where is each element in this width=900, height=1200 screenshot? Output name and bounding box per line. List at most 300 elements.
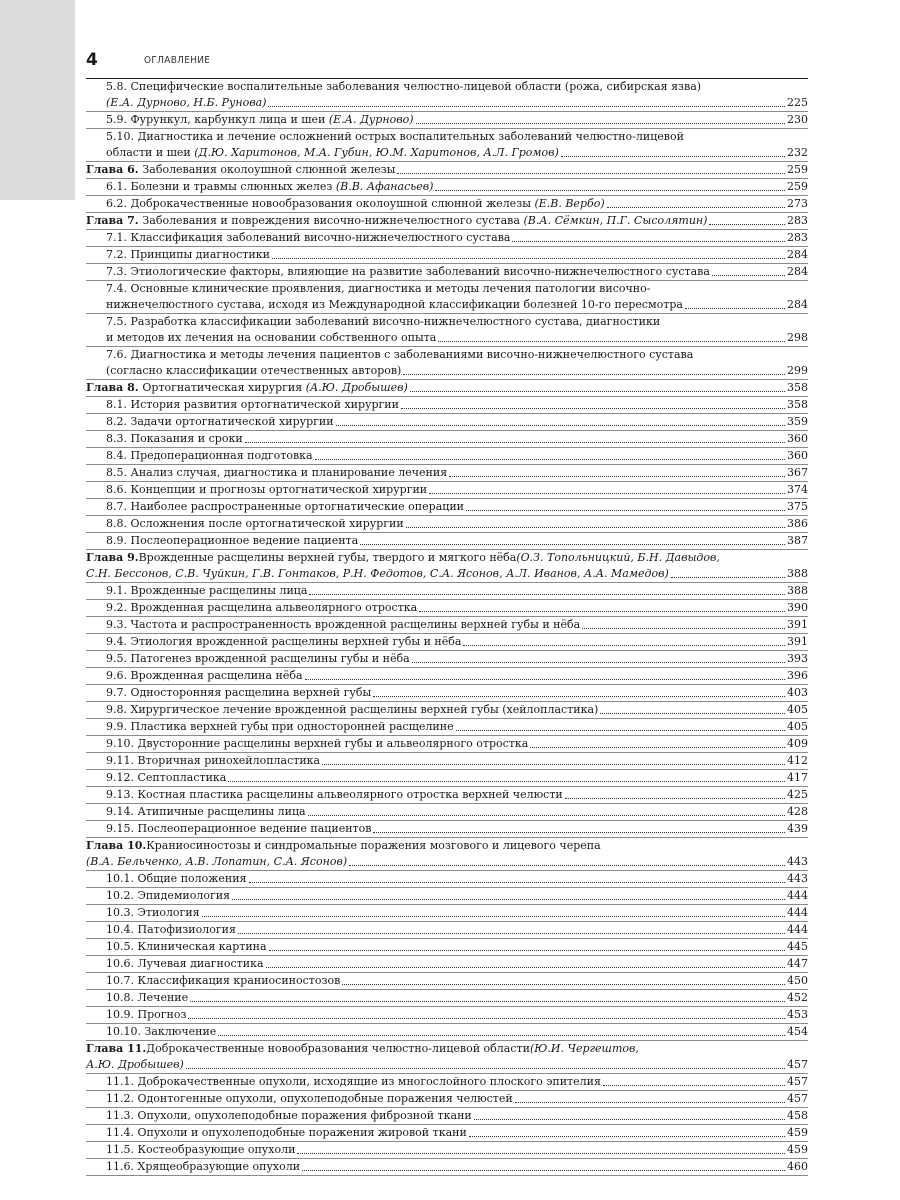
toc-line [86, 1108, 808, 1124]
toc-title-part: 11.5. Костеобразующие опухоли [106, 1143, 296, 1156]
dot-leader [342, 983, 785, 985]
dot-leader [419, 610, 785, 612]
toc-title-part: 8.6. Концепции и прогнозы ортогнатической хирургии [106, 483, 428, 496]
toc-section-entry[interactable] [86, 990, 808, 1007]
toc-title-part: 6.2. Доброкачественные новообразования околоушной слюнной железы [106, 197, 535, 210]
toc-title-text [106, 736, 528, 752]
toc-title-text [106, 112, 414, 128]
dot-leader [582, 627, 785, 629]
dot-leader [373, 695, 785, 697]
toc-section-entry[interactable] [86, 112, 808, 129]
dot-leader [218, 1034, 785, 1036]
dot-leader [671, 576, 785, 578]
toc-line [86, 431, 808, 447]
toc-title-part: 9.10. Двусторонние расщелины верхней губы и альвеолярного отростка [106, 737, 529, 750]
toc-section-entry[interactable] [86, 753, 808, 770]
dot-leader [373, 831, 785, 833]
dot-leader [232, 898, 785, 900]
toc-page-number: 443 [787, 872, 808, 885]
toc-title-part: 6.1. Болезни и травмы слюнных желез [106, 180, 336, 193]
toc-title-text: Краниосиностозы и синдромальные поражения мозгового и лицевого черепа [146, 839, 601, 852]
toc-section-entry[interactable] [86, 922, 808, 939]
dot-leader [429, 492, 785, 494]
toc-page-number: 425 [787, 788, 808, 801]
toc-page-number: 283 [787, 231, 808, 244]
toc-line [86, 448, 808, 464]
toc-title-text [106, 770, 226, 786]
toc-section-entry[interactable] [86, 821, 808, 838]
toc-title-text [106, 1024, 216, 1040]
dot-leader [186, 1067, 785, 1069]
dot-leader [607, 206, 785, 208]
toc-authors-text: (В.А. Бельченко, А.В. Лопатин, С.А. Ясонов) [86, 855, 348, 868]
toc-section-entry[interactable] [86, 281, 808, 314]
toc-page-number: 396 [787, 669, 808, 682]
toc-chapter-entry[interactable] [86, 838, 808, 871]
toc-line [86, 1057, 808, 1073]
toc-page-number: 358 [787, 398, 808, 411]
toc-title-text [106, 196, 605, 212]
toc-title-text: 7.5. Разработка классификации заболеваний височно-нижнечелюстного сустава, диагностики [106, 315, 661, 328]
toc-section-entry[interactable] [86, 905, 808, 922]
toc-line [86, 753, 808, 769]
toc-title-text [106, 1108, 472, 1124]
dot-leader [245, 441, 785, 443]
chapter-label: Глава 7. [86, 214, 143, 227]
toc-page-number: 298 [787, 331, 808, 344]
dot-leader [410, 390, 785, 392]
toc-page-number: 405 [787, 703, 808, 716]
toc-title-part: 11.4. Опухоли и опухолеподобные поражения жировой ткани [106, 1126, 467, 1139]
toc-title-part: 10.3. Этиология [106, 906, 200, 919]
toc-title-part: и методов их лечения на основании собственного опыта [106, 331, 437, 344]
toc-page-number: 405 [787, 720, 808, 733]
toc-page-number: 284 [787, 248, 808, 261]
toc-page-number: 284 [787, 265, 808, 278]
toc-page-number: 457 [787, 1058, 808, 1071]
toc-title-text [106, 821, 371, 837]
toc-line [86, 95, 808, 111]
toc-page-number: 459 [787, 1126, 808, 1139]
toc-line [86, 247, 808, 263]
dot-leader [709, 223, 785, 225]
toc-line [86, 465, 808, 481]
dot-leader [302, 1169, 785, 1171]
dot-leader [456, 729, 785, 731]
dot-leader [188, 1017, 785, 1019]
toc-title-text [106, 431, 243, 447]
toc-title-text [106, 634, 461, 650]
toc-line [86, 939, 808, 955]
toc-section-entry[interactable] [86, 129, 808, 162]
toc-title-text [106, 600, 417, 616]
toc-section-entry[interactable] [86, 668, 808, 685]
toc-title-text: Врожденные расщелины верхней губы, твердого и мягкого нёба [138, 551, 517, 564]
toc-page-number: 393 [787, 652, 808, 665]
toc-authors-text: А.Ю. Дробышев) [86, 1058, 184, 1071]
toc-line [86, 888, 808, 904]
toc-line [86, 838, 808, 854]
toc-section-entry[interactable] [86, 465, 808, 482]
toc-title-text [106, 956, 264, 972]
toc-title-text [106, 1159, 300, 1175]
toc-page-number: 273 [787, 197, 808, 210]
toc-section-entry[interactable] [86, 516, 808, 533]
toc-section-entry[interactable] [86, 939, 808, 956]
dot-leader [266, 966, 786, 968]
toc-line [86, 804, 808, 820]
toc-section-entry[interactable] [86, 583, 808, 600]
dot-leader [297, 1152, 785, 1154]
toc-title-text [106, 516, 404, 532]
toc-section-entry[interactable] [86, 871, 808, 888]
toc-page-number: 359 [787, 415, 808, 428]
toc-section-entry[interactable] [86, 314, 808, 347]
toc-title-part: 9.1. Врожденные расщелины лица [106, 584, 308, 597]
toc-page-number: 391 [787, 635, 808, 648]
toc-title-text [106, 482, 427, 498]
toc-title-text [106, 499, 464, 515]
toc-title-text: 7.4. Основные клинические проявления, диагностика и методы лечения патологии височно- [106, 282, 651, 295]
toc-page-number: 299 [787, 364, 808, 377]
toc-section-entry[interactable] [86, 787, 808, 804]
toc-section-entry[interactable] [86, 973, 808, 990]
toc-line [86, 414, 808, 430]
toc-title-part: 9.14. Атипичные расщелины лица [106, 805, 306, 818]
toc-page-number: 447 [787, 957, 808, 970]
toc-authors-text: (О.З. Топольницкий, Б.Н. Давыдов, [516, 551, 720, 564]
toc-title-part: 11.1. Доброкачественные опухоли, исходящие из многослойного плоского эпителия [106, 1075, 601, 1088]
toc-page-number: 444 [787, 923, 808, 936]
toc-line [86, 668, 808, 684]
dot-leader [308, 814, 785, 816]
toc-chapter-entry[interactable] [86, 550, 808, 583]
dot-leader [397, 172, 785, 174]
toc-line [86, 905, 808, 921]
toc-title-text [106, 1091, 513, 1107]
dot-leader [268, 105, 785, 107]
toc-line [86, 973, 808, 989]
dot-leader [249, 881, 786, 883]
toc-authors-text: (А.Ю. Дробышев) [305, 381, 408, 394]
toc-page-number: 259 [787, 163, 808, 176]
toc-title-text [106, 1074, 601, 1090]
toc-title-part: нижнечелюстного сустава, исходя из Международной классификации болезней 10-го пересмотра [106, 298, 683, 311]
page [86, 50, 808, 1176]
toc-section-entry[interactable] [86, 1108, 808, 1125]
toc-section-entry[interactable] [86, 196, 808, 213]
toc-section-entry[interactable] [86, 1091, 808, 1108]
chapter-label: Глава 11. [86, 1042, 147, 1055]
toc-title-text [106, 230, 510, 246]
toc-line [86, 516, 808, 532]
toc-title-text [106, 702, 598, 718]
toc-title-text [106, 397, 399, 413]
toc-title-text [106, 363, 401, 379]
toc-title-part: 10.9. Прогноз [106, 1008, 187, 1021]
dot-leader [360, 543, 785, 545]
table-of-contents [86, 78, 808, 1176]
toc-title-text [86, 1057, 184, 1073]
toc-section-entry[interactable] [86, 414, 808, 431]
toc-section-entry[interactable] [86, 264, 808, 281]
toc-line [86, 230, 808, 246]
dot-leader [228, 780, 785, 782]
toc-line [86, 854, 808, 870]
toc-section-entry[interactable] [86, 1125, 808, 1142]
toc-line [86, 770, 808, 786]
toc-authors-text: С.Н. Бессонов, С.В. Чуйкин, Г.В. Гонтаков, Р.Н. Федотов, С.А. Ясонов, А.Л. Иванов, А.А. Мамедов) [86, 567, 669, 580]
toc-title-text [106, 617, 580, 633]
toc-section-entry[interactable] [86, 179, 808, 196]
toc-authors-text: (Е.А. Дурново) [328, 113, 414, 126]
toc-section-entry[interactable] [86, 719, 808, 736]
toc-line [86, 499, 808, 515]
toc-page-number: 387 [787, 534, 808, 547]
chapter-label: Глава 6. [86, 163, 143, 176]
toc-line [86, 1125, 808, 1141]
toc-page-number: 409 [787, 737, 808, 750]
dot-leader [603, 1084, 785, 1086]
toc-section-entry[interactable] [86, 1024, 808, 1041]
toc-title-text [106, 685, 371, 701]
toc-title-part: 8.9. Послеоперационное ведение пациента [106, 534, 359, 547]
toc-line [86, 787, 808, 803]
toc-line [86, 1024, 808, 1040]
toc-page-number: 443 [787, 855, 808, 868]
toc-section-entry[interactable] [86, 804, 808, 821]
toc-title-part: области и шеи [106, 146, 195, 159]
toc-title-text [106, 297, 683, 313]
toc-page-number: 386 [787, 517, 808, 530]
dot-leader [512, 240, 785, 242]
dot-leader [322, 763, 785, 765]
toc-section-entry[interactable] [86, 499, 808, 516]
toc-title-text [106, 804, 306, 820]
toc-chapter-entry[interactable] [86, 380, 808, 397]
toc-line [86, 1041, 808, 1057]
toc-section-entry[interactable] [86, 482, 808, 499]
toc-line [86, 634, 808, 650]
toc-title-part: 9.3. Частота и распространенность врожденной расщелины верхней губы и нёба [106, 618, 581, 631]
toc-title-text [106, 753, 320, 769]
toc-title-part: 9.15. Послеоперационное ведение пациентов [106, 822, 372, 835]
dot-leader [336, 424, 785, 426]
page-header [86, 50, 808, 74]
toc-section-entry[interactable] [86, 247, 808, 264]
toc-page-number: 225 [787, 96, 808, 109]
toc-page-number: 390 [787, 601, 808, 614]
toc-title-part: 10.6. Лучевая диагностика [106, 957, 264, 970]
toc-page-number: 391 [787, 618, 808, 631]
toc-title-part: 8.2. Задачи ортогнатической хирургии [106, 415, 334, 428]
toc-title-part: (согласно классификации отечественных авторов) [106, 364, 402, 377]
toc-section-entry[interactable] [86, 956, 808, 973]
toc-page-number: 403 [787, 686, 808, 699]
toc-line [86, 617, 808, 633]
toc-section-entry[interactable] [86, 634, 808, 651]
toc-section-entry[interactable] [86, 448, 808, 465]
toc-title-part: 11.6. Хрящеобразующие опухоли [106, 1160, 301, 1173]
toc-line [86, 281, 808, 297]
toc-page-number: 374 [787, 483, 808, 496]
toc-title-text [106, 871, 247, 887]
dot-leader [469, 1135, 785, 1137]
toc-title-text [106, 414, 334, 430]
toc-section-entry[interactable] [86, 1159, 808, 1176]
toc-title-text [86, 162, 395, 178]
chapter-label: Глава 9. [86, 551, 139, 564]
toc-title-text [106, 888, 230, 904]
dot-leader [401, 407, 785, 409]
toc-title-part: 10.7. Классификация краниосиностозов [106, 974, 341, 987]
toc-line [86, 685, 808, 701]
toc-title-part: 10.1. Общие положения [106, 872, 247, 885]
page-number: 4 [86, 50, 98, 70]
toc-title-text [106, 465, 447, 481]
toc-title-part: 7.2. Принципы диагностики [106, 248, 270, 261]
toc-page-number: 452 [787, 991, 808, 1004]
toc-page-number: 360 [787, 449, 808, 462]
toc-section-entry[interactable] [86, 1142, 808, 1159]
toc-authors-text: (Ю.И. Чергештов, [529, 1042, 639, 1055]
toc-title-part: 10.2. Эпидемиология [106, 889, 231, 902]
toc-page-number: 412 [787, 754, 808, 767]
toc-section-entry[interactable] [86, 651, 808, 668]
toc-title-text [106, 787, 563, 803]
dot-leader [712, 274, 785, 276]
toc-line [86, 651, 808, 667]
toc-page-number: 457 [787, 1075, 808, 1088]
dot-leader [349, 864, 785, 866]
toc-line [86, 922, 808, 938]
toc-title-text [86, 213, 707, 229]
toc-line [86, 112, 808, 128]
toc-section-entry[interactable] [86, 397, 808, 414]
toc-title-part: 9.4. Этиология врожденной расщелины верхней губы и нёба [106, 635, 462, 648]
toc-line [86, 1074, 808, 1090]
toc-title-part: 9.8. Хирургическое лечение врожденной расщелины верхней губы (хейлопластика) [106, 703, 599, 716]
dot-leader [466, 509, 785, 511]
toc-line [86, 145, 808, 161]
toc-title-text [106, 1007, 186, 1023]
dot-leader [515, 1101, 785, 1103]
toc-line [86, 600, 808, 616]
toc-section-entry[interactable] [86, 736, 808, 753]
toc-title-part: Ортогнатическая хирургия [142, 381, 306, 394]
toc-line [86, 736, 808, 752]
dot-leader [305, 678, 785, 680]
toc-line [86, 1159, 808, 1175]
dot-leader [309, 593, 785, 595]
toc-authors-text: (Е.А. Дурново, Н.Б. Рунова) [106, 96, 267, 109]
toc-page-number: 283 [787, 214, 808, 227]
toc-title-text [106, 973, 340, 989]
toc-page-number: 454 [787, 1025, 808, 1038]
toc-section-entry[interactable] [86, 702, 808, 719]
page-edge-tab [0, 0, 75, 200]
toc-section-entry[interactable] [86, 685, 808, 702]
toc-title-text [106, 1142, 295, 1158]
dot-leader [269, 949, 785, 951]
toc-section-entry[interactable] [86, 1007, 808, 1024]
toc-page-number: 358 [787, 381, 808, 394]
dot-leader [403, 373, 785, 375]
toc-section-entry[interactable] [86, 533, 808, 550]
toc-title-part: 9.2. Врожденная расщелина альвеолярного отростка [106, 601, 418, 614]
toc-title-part: 8.8. Осложнения после ортогнатической хирургии [106, 517, 404, 530]
toc-section-entry[interactable] [86, 600, 808, 617]
toc-section-entry[interactable] [86, 888, 808, 905]
toc-authors-text: (В.В. Афанасьев) [335, 180, 434, 193]
toc-page-number: 388 [787, 584, 808, 597]
toc-line [86, 1091, 808, 1107]
toc-title-text [106, 668, 303, 684]
toc-line [86, 533, 808, 549]
dot-leader [202, 915, 785, 917]
toc-title-part: 9.13. Костная пластика расщелины альвеолярного отростка верхней челюсти [106, 788, 563, 801]
toc-page-number: 439 [787, 822, 808, 835]
toc-section-entry[interactable] [86, 431, 808, 448]
toc-section-entry[interactable] [86, 1074, 808, 1091]
toc-section-entry[interactable] [86, 617, 808, 634]
toc-line [86, 821, 808, 837]
toc-page-number: 457 [787, 1092, 808, 1105]
toc-title-text [106, 719, 454, 735]
toc-chapter-entry[interactable] [86, 1041, 808, 1074]
toc-title-text [86, 854, 347, 870]
toc-page-number: 453 [787, 1008, 808, 1021]
toc-title-text [106, 264, 710, 280]
toc-title-part: Заболевания околоушной слюнной железы [142, 163, 396, 176]
dot-leader [272, 257, 785, 259]
toc-line [86, 719, 808, 735]
toc-title-part: 8.1. История развития ортогнатической хирургии [106, 398, 399, 411]
toc-page-number: 445 [787, 940, 808, 953]
dot-leader [416, 122, 785, 124]
toc-line [86, 264, 808, 280]
dot-leader [565, 797, 785, 799]
toc-title-part: 5.9. Фурункул, карбункул лица и шеи [106, 113, 329, 126]
toc-title-part: 10.4. Патофизиология [106, 923, 236, 936]
toc-section-entry[interactable] [86, 347, 808, 380]
toc-page-number: 367 [787, 466, 808, 479]
toc-authors-text: (Е.В. Вербо) [534, 197, 605, 210]
toc-title-part: 11.2. Одонтогенные опухоли, опухолеподобные поражения челюстей [106, 1092, 513, 1105]
toc-section-entry[interactable] [86, 770, 808, 787]
toc-chapter-entry[interactable] [86, 213, 808, 230]
toc-section-entry[interactable] [86, 230, 808, 247]
toc-title-text [106, 905, 200, 921]
toc-page-number: 388 [787, 567, 808, 580]
toc-page-number: 232 [787, 146, 808, 159]
toc-title-text [106, 1125, 467, 1141]
toc-title-text [106, 95, 266, 111]
toc-title-part: 7.3. Этиологические факторы, влияющие на развитие заболеваний височно-нижнечелюстного сустава [106, 265, 710, 278]
toc-page-number: 259 [787, 180, 808, 193]
toc-title-text: 7.6. Диагностика и методы лечения пациентов с заболеваниями височно-нижнечелюстного сустава [106, 348, 694, 361]
toc-page-number: 417 [787, 771, 808, 784]
toc-page-number: 458 [787, 1109, 808, 1122]
toc-section-entry[interactable] [86, 78, 808, 112]
toc-title-text [86, 380, 408, 396]
toc-line [86, 871, 808, 887]
toc-title-text: 5.8. Специфические воспалительные заболевания челюстно-лицевой области (рожа, сибирская язва) [106, 80, 702, 93]
toc-title-part: 10.10. Заключение [106, 1025, 217, 1038]
toc-line [86, 702, 808, 718]
toc-chapter-entry[interactable] [86, 162, 808, 179]
toc-page-number: 459 [787, 1143, 808, 1156]
